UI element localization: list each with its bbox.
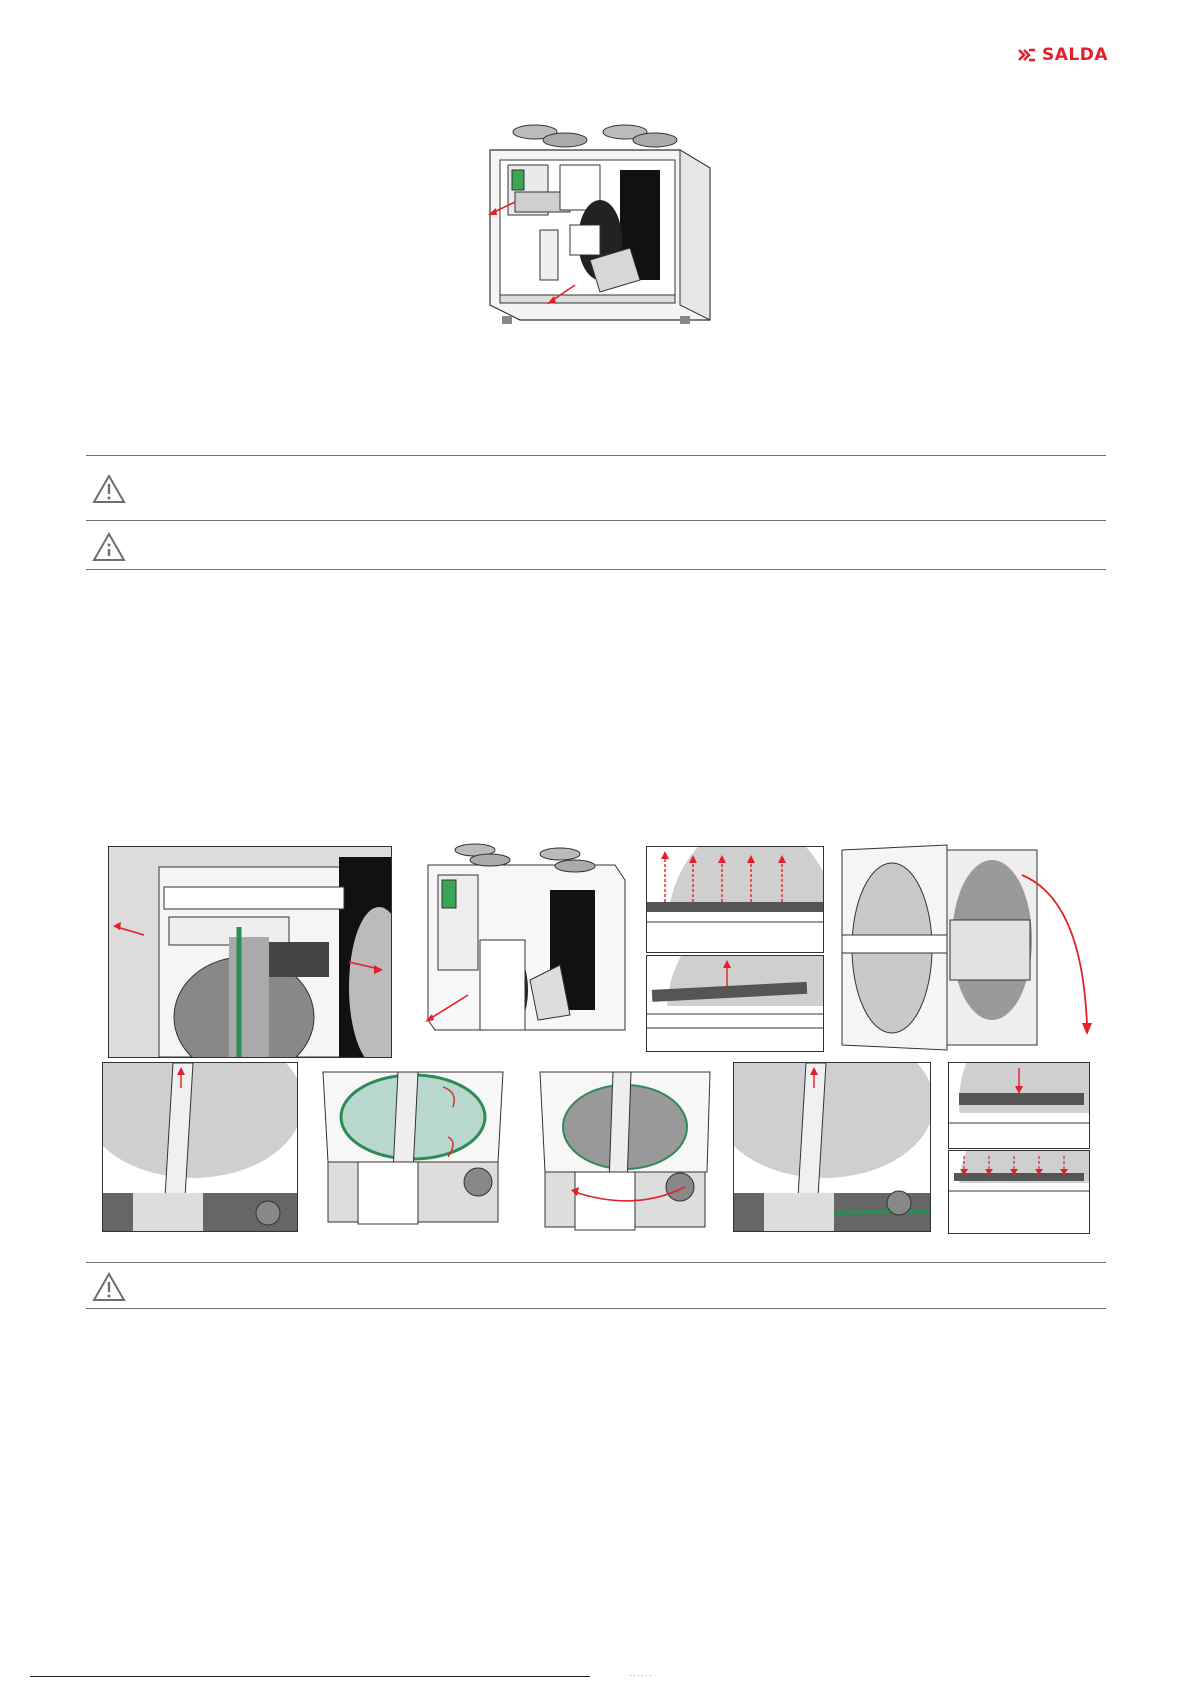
section-divider <box>86 520 1106 521</box>
step-lift-seal-strips <box>646 846 824 953</box>
step-lift-seal-strip-detail <box>646 955 824 1052</box>
section-divider <box>86 1308 1106 1309</box>
salda-wave-icon <box>1018 47 1036 63</box>
section-divider <box>86 1262 1106 1263</box>
step-open-side-panel <box>108 846 392 1058</box>
step-press-down-seal-strips <box>948 1150 1090 1234</box>
step-pull-out-rotor-cassette <box>832 840 1100 1055</box>
section-divider <box>86 455 1106 456</box>
step-rotor-belt-rotation <box>535 1062 715 1234</box>
info-triangle-icon <box>92 532 126 562</box>
step-rotor-face-clip <box>102 1062 298 1232</box>
section-divider <box>86 569 1106 570</box>
step-unit-open-overview <box>420 840 630 1050</box>
warning-triangle-icon <box>92 474 126 504</box>
brand-name: SALDA <box>1042 45 1109 65</box>
step-rotor-belt-removal <box>318 1062 508 1234</box>
warning-triangle-icon <box>92 1272 126 1302</box>
footer-text: · · · · · · <box>630 1673 651 1680</box>
main-unit-illustration <box>480 120 720 350</box>
brand-logo <box>1018 44 1108 66</box>
step-rotor-face-clip-belt <box>733 1062 931 1232</box>
step-press-down-seal-strip <box>948 1062 1090 1149</box>
footer-divider <box>30 1676 590 1677</box>
